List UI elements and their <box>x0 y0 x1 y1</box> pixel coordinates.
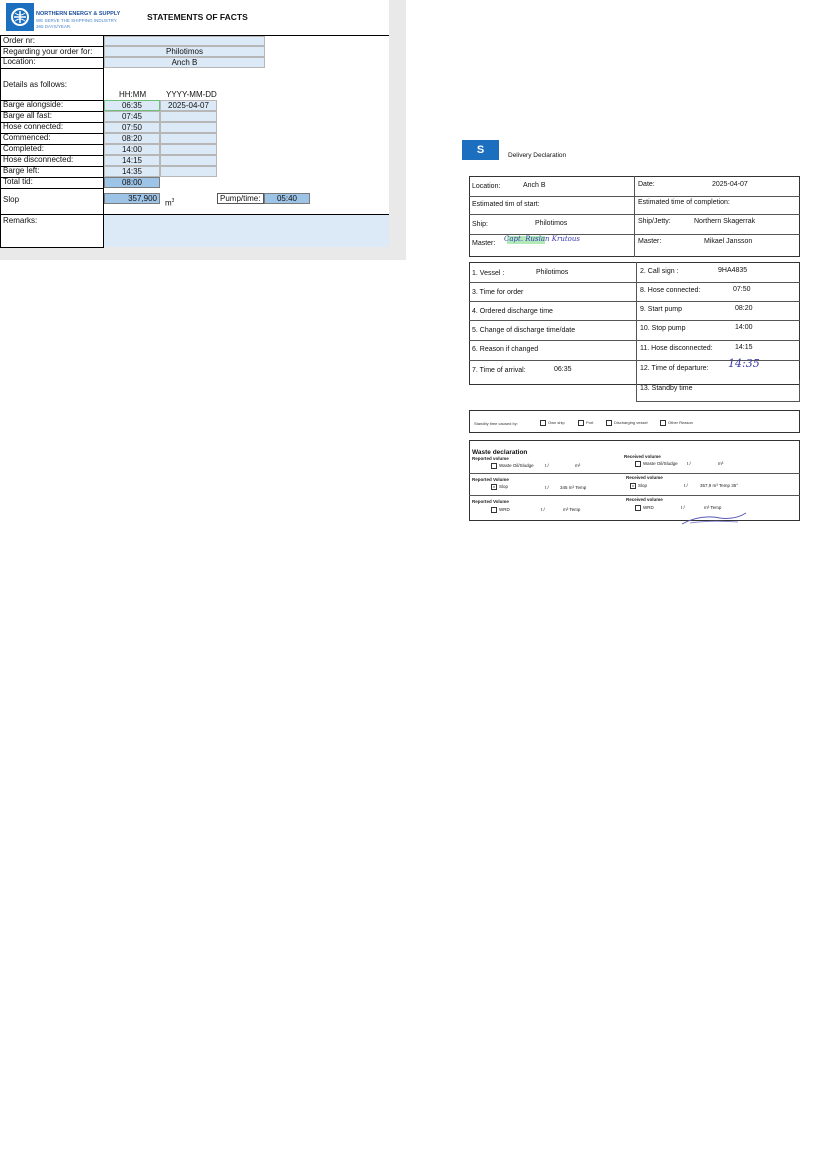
date-field-hose-connected[interactable] <box>160 122 217 133</box>
dd-time-order-label: 3. Time for order <box>472 289 524 296</box>
time-field-barge-all-fast[interactable]: 07:45 <box>104 111 160 122</box>
dd-start-pump-value: 08:20 <box>735 305 753 312</box>
slop-unit: $m^3$ <box>165 198 175 208</box>
dd-date-value: 2025-04-07 <box>712 181 748 188</box>
time-field-hose-connected[interactable]: 07:50 <box>104 122 160 133</box>
dd-received-volume-label-3: Received volume <box>626 497 663 502</box>
col-time-header: HH:MM <box>119 90 147 99</box>
dd-est-completion-label: Estimated time of completion: <box>638 199 730 206</box>
dd-waste-oil-received: Waste Oil/Sludge <box>635 461 678 467</box>
dd-est-start-label: Estimated tim of start: <box>472 201 540 208</box>
dd-waste-title: Waste declaration <box>472 449 528 456</box>
sof-title: STATEMENTS OF FACTS <box>147 12 248 22</box>
date-field-barge-all-fast[interactable] <box>160 111 217 122</box>
dd-standby-option-own-ship[interactable]: Own ship <box>540 420 565 426</box>
company-logo-icon <box>6 3 34 31</box>
date-field-hose-disconnected[interactable] <box>160 155 217 166</box>
dd-logo-icon: S <box>462 140 499 160</box>
location-label: Location: <box>3 57 36 66</box>
time-field-total-tid: 08:00 <box>104 177 160 188</box>
dd-standby-caused-label: Standby time caused by: <box>474 421 518 426</box>
dd-departure-handwritten: 14:35 <box>728 357 760 370</box>
dd-reason-label: 6. Reason if changed <box>472 346 539 353</box>
dd-vessel-value: Philotimos <box>536 269 569 276</box>
date-field-completed[interactable] <box>160 144 217 155</box>
dd-arrival-value: 06:35 <box>554 366 572 373</box>
dd-ship-label: Ship: <box>472 221 488 228</box>
dd-waste-oil-reported-m3: m³ <box>575 463 581 468</box>
dd-slop-received-value: 357,9 m³ Temp 35° <box>700 483 739 488</box>
remarks-label: Remarks: <box>3 216 38 225</box>
dd-standby-option-port[interactable]: Port <box>578 420 593 426</box>
remarks-field[interactable] <box>104 215 389 247</box>
date-field-barge-left[interactable] <box>160 166 217 177</box>
dd-vessel-label: 1. Vessel : <box>472 270 505 277</box>
dd-jetty-value: Northern Skagerrak <box>694 218 756 225</box>
dd-slop-reported-t: t / <box>545 485 549 490</box>
row-label-completed: Completed: <box>3 144 44 153</box>
order-nr-label: Order nr: <box>3 36 36 45</box>
signature-scribble-icon <box>680 510 750 526</box>
dd-wrd-reported-m3: m³ Temp <box>563 507 581 512</box>
dd-master-handwritten: Capt. Ruslan Krutous <box>504 235 581 243</box>
dd-master-label: Master: <box>472 240 496 247</box>
dd-waste-oil-reported: Waste Oil/Sludge <box>491 463 534 469</box>
dd-received-volume-label-2: Received volume <box>626 475 663 480</box>
row-label-barge-all-fast: Barge all fast: <box>3 111 52 120</box>
pump-time-label: Pump/time: <box>217 193 264 204</box>
company-name: NORTHERN ENERGY & SUPPLY <box>36 11 121 17</box>
time-field-commenced[interactable]: 08:20 <box>104 133 160 144</box>
sof-sheet <box>0 0 389 247</box>
dd-stop-pump-value: 14:00 <box>735 324 753 331</box>
dd-start-pump-label: 9. Start pump <box>640 306 683 313</box>
dd-standby-label: 13. Standby time <box>640 385 693 392</box>
dd-received-volume-label: Received volume <box>624 454 661 459</box>
col-date-header: YYYY-MM-DD <box>166 90 217 99</box>
dd-waste-oil-reported-t: t / <box>545 463 549 468</box>
dd-callsign-label: 2. Call sign : <box>640 268 679 275</box>
row-label-hose-disconnected: Hose disconnected: <box>3 155 74 164</box>
dd-standby-option-discharging[interactable]: Discharging vessel <box>606 420 648 426</box>
dd-location-value: Anch B <box>523 182 546 189</box>
dd-jetty-label: Ship/Jetty: <box>638 218 671 225</box>
dd-arrival-label: 7. Time of arrival: <box>472 367 526 374</box>
time-field-barge-alongside[interactable]: 06:35 <box>104 100 160 111</box>
company-slogan-2: 365 DAYS/YEAR. <box>36 24 72 29</box>
dd-callsign-value: 9HA4835 <box>718 267 748 274</box>
dd-reported-volume-label-3: Reported Volume <box>472 499 509 504</box>
dd-departure-label: 12. Time of departure: <box>640 365 709 372</box>
dd-waste-oil-received-m3: m³ <box>718 461 724 466</box>
dd-ordered-discharge-label: 4. Ordered discharge time <box>472 308 553 315</box>
dd-hose-conn-label: 8. Hose connected: <box>640 287 701 294</box>
dd-wrd-reported: WRD <box>491 507 510 513</box>
company-slogan: WE SERVE THE SHIPPING INDUSTRY. <box>36 18 118 23</box>
dd-hose-disc-label: 11. Hose disconnected: <box>640 345 713 352</box>
time-field-completed[interactable]: 14:00 <box>104 144 160 155</box>
dd-stop-pump-label: 10. Stop pump <box>640 325 686 332</box>
dd-date-label: Date: <box>638 181 655 188</box>
dd-title: Delivery Declaration <box>508 152 567 159</box>
location-field[interactable]: Anch B <box>104 57 265 68</box>
dd-slop-reported: x Slop <box>493 484 509 490</box>
time-field-barge-left[interactable]: 14:35 <box>104 166 160 177</box>
dd-master2-value: Mikael Jansson <box>704 238 753 245</box>
dd-hose-conn-value: 07:50 <box>733 286 751 293</box>
dd-wrd-reported-t: t / <box>541 507 545 512</box>
date-field-commenced[interactable] <box>160 133 217 144</box>
order-nr-field[interactable] <box>104 36 265 46</box>
dd-reported-volume-label-2: Reported Volume <box>472 477 509 482</box>
row-label-total-tid: Total tid: <box>3 177 33 186</box>
dd-slop-received-t: t / <box>684 483 688 488</box>
dd-wrd-received-m3: m³ Temp <box>704 505 722 510</box>
dd-wrd-received-t: t / <box>681 505 685 510</box>
dd-standby-option-other[interactable]: Other Reason <box>660 420 693 426</box>
row-label-commenced: Commenced: <box>3 133 51 142</box>
regarding-field[interactable]: Philotimos <box>104 46 265 57</box>
row-label-hose-connected: Hose connected: <box>3 122 64 131</box>
row-label-barge-left: Barge left: <box>3 166 40 175</box>
slop-label: Slop <box>3 195 20 204</box>
date-field-barge-alongside[interactable]: 2025-04-07 <box>160 100 217 111</box>
dd-slop-reported-value: 345 m³ Temp <box>560 485 587 490</box>
dd-wrd-received: WRD <box>635 505 654 511</box>
row-label-barge-alongside: Barge alongside: <box>3 100 64 109</box>
details-label: Details as follows: <box>3 80 68 89</box>
time-field-hose-disconnected[interactable]: 14:15 <box>104 155 160 166</box>
dd-location-label: Location: <box>472 183 501 190</box>
dd-hose-disc-value: 14:15 <box>735 344 753 351</box>
dd-slop-received: x Slop <box>632 483 648 489</box>
dd-change-discharge-label: 5. Change of discharge time/date <box>472 327 576 334</box>
dd-ship-value: Philotimos <box>535 220 568 227</box>
dd-waste-oil-received-t: t / <box>687 461 691 466</box>
dd-reported-volume-label: Reported volume <box>472 456 509 461</box>
regarding-label: Regarding your order for: <box>3 47 93 56</box>
slop-value-field[interactable]: 357,900 <box>104 193 160 204</box>
dd-master2-label: Master: <box>638 238 662 245</box>
pump-time-field[interactable]: 05:40 <box>264 193 310 204</box>
statement-of-facts <box>0 0 406 260</box>
